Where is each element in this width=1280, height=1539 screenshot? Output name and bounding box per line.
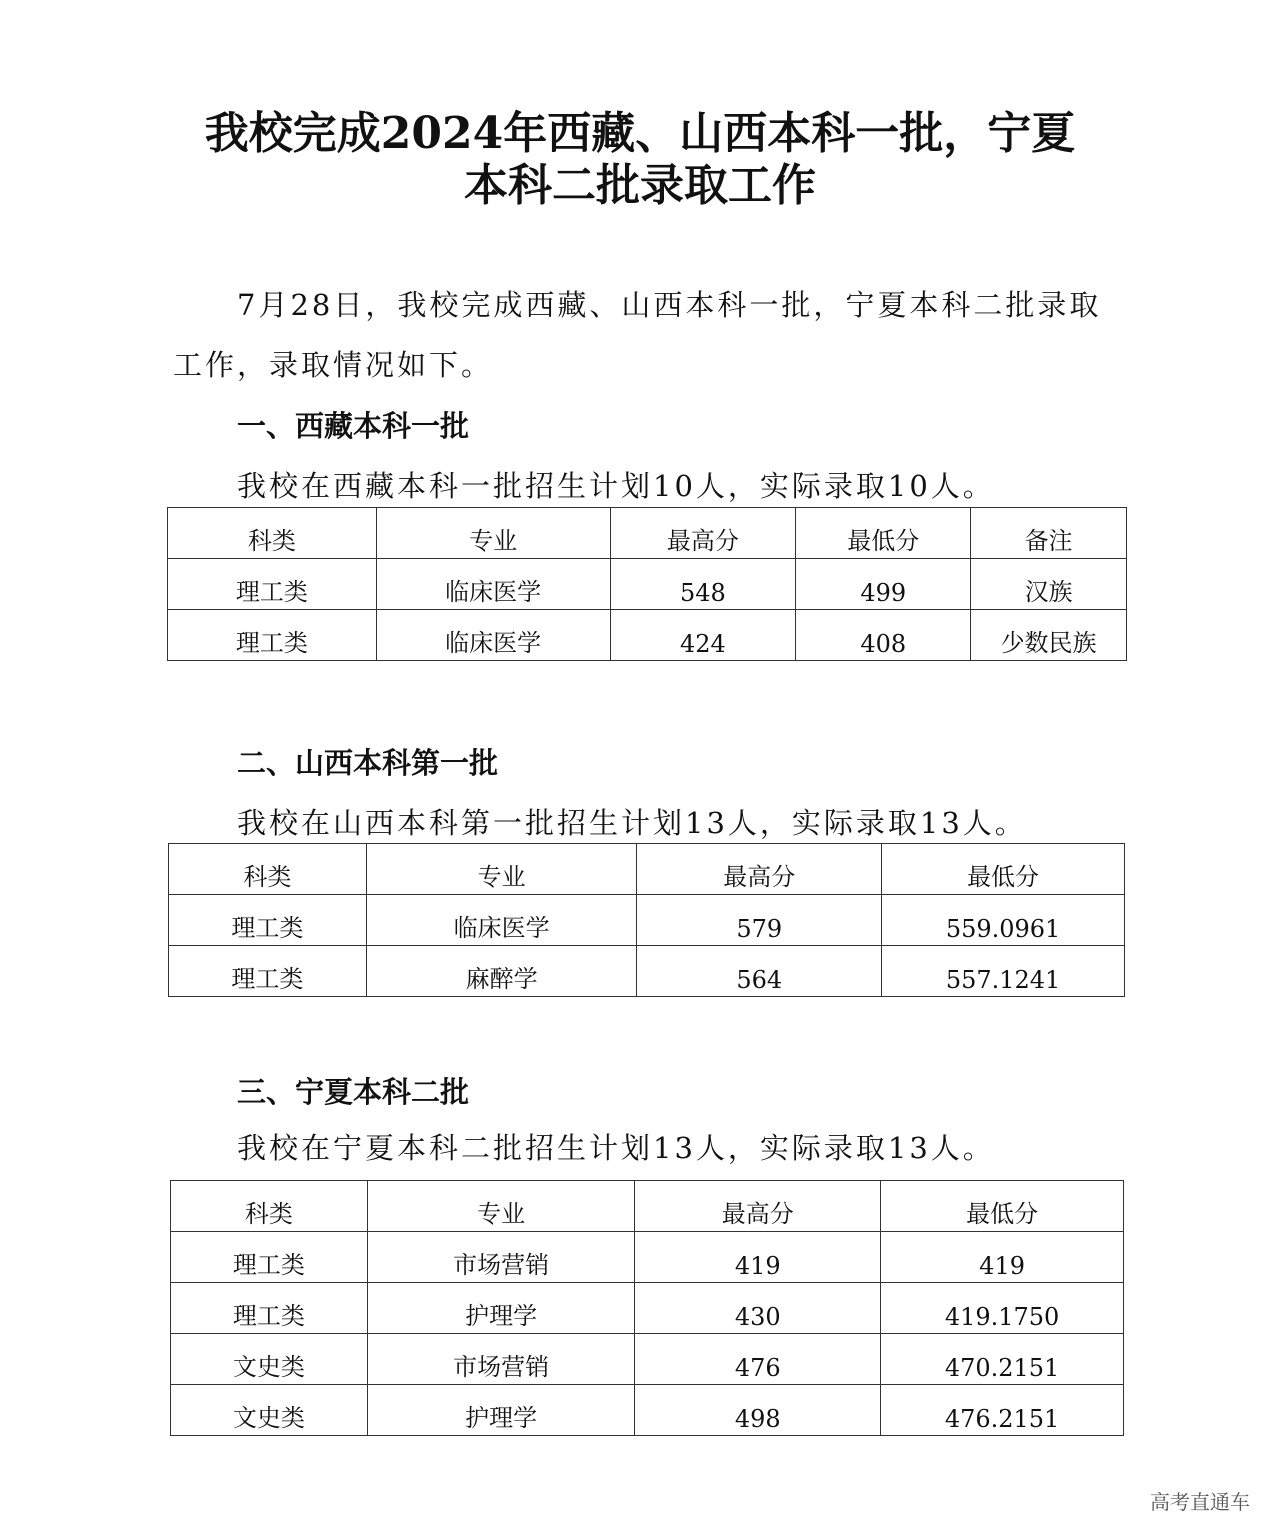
table-row xyxy=(171,1334,1124,1385)
table-header-cell: 科类 xyxy=(168,508,377,559)
section-summary-tibet: 我校在西藏本科一批招生计划10人，实际录取10人。 xyxy=(237,469,995,503)
table-cell: 临床医学 xyxy=(366,895,637,946)
table-cell: 419 xyxy=(635,1232,881,1283)
table-cell: 557.1241 xyxy=(882,946,1125,997)
section-heading-tibet: 一、西藏本科一批 xyxy=(237,409,470,443)
table-header-cell: 最低分 xyxy=(882,844,1125,895)
table-cell: 少数民族 xyxy=(971,610,1127,661)
table-cell: 499 xyxy=(796,559,971,610)
table-row xyxy=(169,895,1125,946)
table-header-row xyxy=(168,508,1127,559)
table-row xyxy=(168,559,1127,610)
table-cell: 579 xyxy=(637,895,882,946)
table-row xyxy=(169,946,1125,997)
admission-table-tibet xyxy=(167,507,1127,661)
table-header-cell: 最高分 xyxy=(635,1181,881,1232)
section-heading-ningxia: 三、宁夏本科二批 xyxy=(237,1075,470,1109)
table-cell: 理工类 xyxy=(168,559,377,610)
table-header-cell: 科类 xyxy=(171,1181,368,1232)
section-summary-ningxia: 我校在宁夏本科二批招生计划13人，实际录取13人。 xyxy=(237,1131,995,1165)
table-cell: 419.1750 xyxy=(881,1283,1124,1334)
table-cell: 559.0961 xyxy=(882,895,1125,946)
table-header-cell: 最高分 xyxy=(637,844,882,895)
table-cell: 市场营销 xyxy=(367,1334,635,1385)
table-header-cell: 专业 xyxy=(376,508,610,559)
table-cell: 498 xyxy=(635,1385,881,1436)
table-row xyxy=(171,1385,1124,1436)
intro-paragraph-line-2: 工作，录取情况如下。 xyxy=(173,348,494,382)
table-cell: 临床医学 xyxy=(376,559,610,610)
table-header-cell: 最低分 xyxy=(881,1181,1124,1232)
table-header-cell: 备注 xyxy=(971,508,1127,559)
table-header-cell: 最低分 xyxy=(796,508,971,559)
section-summary-shanxi: 我校在山西本科第一批招生计划13人，实际录取13人。 xyxy=(237,806,1027,840)
table-row xyxy=(168,610,1127,661)
table-header-cell: 专业 xyxy=(367,1181,635,1232)
document-title-line-2: 本科二批录取工作 xyxy=(464,160,816,211)
admission-table-shanxi xyxy=(168,843,1125,997)
table-row xyxy=(171,1283,1124,1334)
table-cell: 470.2151 xyxy=(881,1334,1124,1385)
table-cell: 理工类 xyxy=(168,610,377,661)
table-cell: 文史类 xyxy=(171,1385,368,1436)
table-cell: 理工类 xyxy=(169,895,367,946)
table-cell: 临床医学 xyxy=(376,610,610,661)
table-cell: 564 xyxy=(637,946,882,997)
table-cell: 548 xyxy=(610,559,796,610)
table-cell: 文史类 xyxy=(171,1334,368,1385)
table-header-row xyxy=(169,844,1125,895)
table-cell: 419 xyxy=(881,1232,1124,1283)
table-row xyxy=(171,1232,1124,1283)
table-cell: 424 xyxy=(610,610,796,661)
table-cell: 市场营销 xyxy=(367,1232,635,1283)
table-cell: 476 xyxy=(635,1334,881,1385)
table-cell: 理工类 xyxy=(171,1283,368,1334)
watermark: 高考直通车 xyxy=(1150,1490,1250,1514)
intro-paragraph-line-1: 7月28日，我校完成西藏、山西本科一批，宁夏本科二批录取 xyxy=(237,288,1102,322)
table-cell: 476.2151 xyxy=(881,1385,1124,1436)
table-cell: 护理学 xyxy=(367,1283,635,1334)
table-header-row xyxy=(171,1181,1124,1232)
table-cell: 麻醉学 xyxy=(366,946,637,997)
table-cell: 理工类 xyxy=(171,1232,368,1283)
table-cell: 护理学 xyxy=(367,1385,635,1436)
table-cell: 理工类 xyxy=(169,946,367,997)
table-header-cell: 最高分 xyxy=(610,508,796,559)
table-cell: 430 xyxy=(635,1283,881,1334)
document-title-line-1: 我校完成2024年西藏、山西本科一批，宁夏 xyxy=(204,108,1076,159)
table-cell: 408 xyxy=(796,610,971,661)
table-cell: 汉族 xyxy=(971,559,1127,610)
admission-table-ningxia xyxy=(170,1180,1124,1436)
table-header-cell: 科类 xyxy=(169,844,367,895)
table-header-cell: 专业 xyxy=(366,844,637,895)
section-heading-shanxi: 二、山西本科第一批 xyxy=(237,746,499,780)
